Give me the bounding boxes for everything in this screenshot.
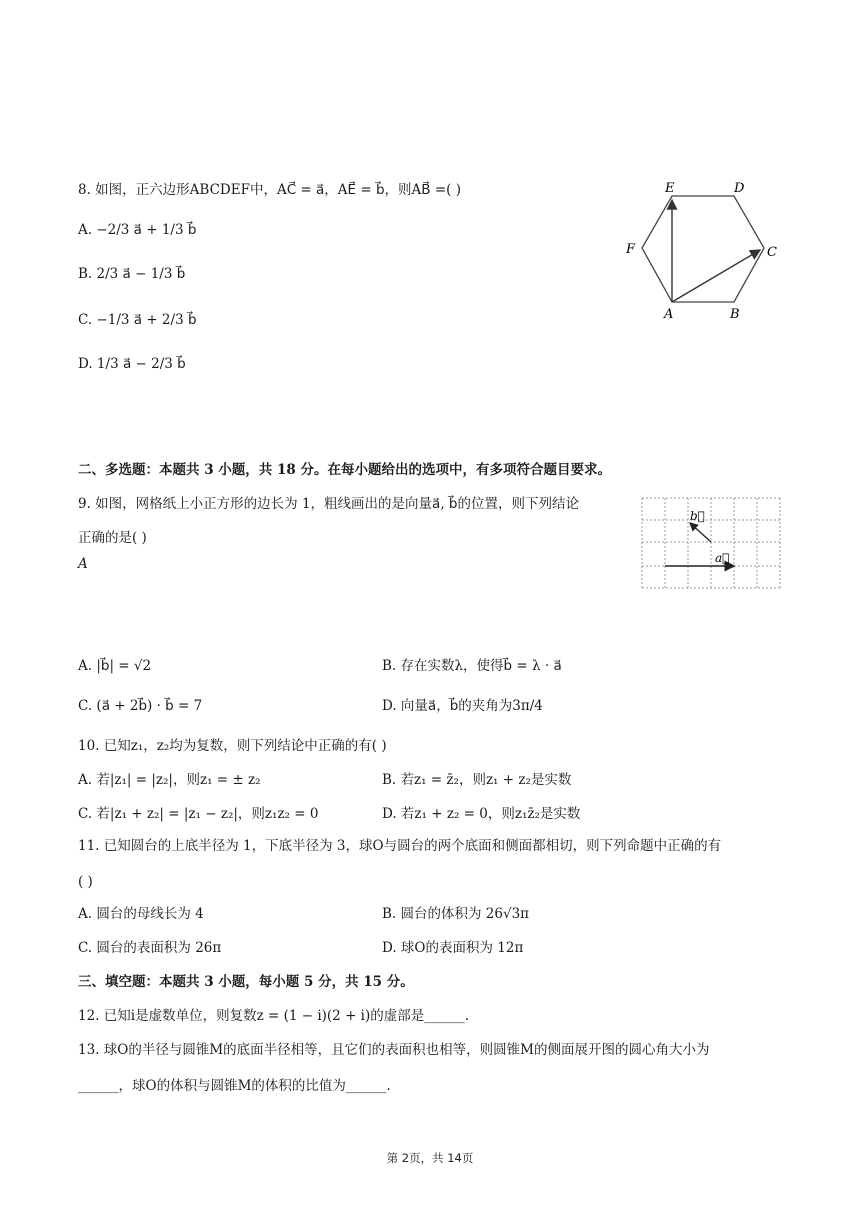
label-a: A xyxy=(664,307,674,322)
grid-figure xyxy=(640,496,784,592)
q8-stem: 8. 如图，正六边形ABCDEF中，AC⃗ = a⃗，AE⃗ = b⃗，则AB⃗ =( ) xyxy=(78,182,461,198)
q8-option-c: C. −1/3 a⃗ + 2/3 b⃗ xyxy=(78,312,197,328)
q12-stem: 12. 已知i是虚数单位，则复数z = (1 − i)(2 + i)的虚部是______. xyxy=(78,1008,470,1024)
label-b: B xyxy=(730,307,740,322)
q8-option-d: D. 1/3 a⃗ − 2/3 b⃗ xyxy=(78,356,186,372)
hexagon-figure xyxy=(620,176,790,326)
q11-option-a: A. 圆台的母线长为 4 xyxy=(78,906,204,922)
hexagon-outline xyxy=(642,196,764,302)
q9-stem-line1: 9. 如图，网格纸上小正方形的边长为 1，粗线画出的是向量a⃗, b⃗的位置，则下列结论 xyxy=(78,496,579,512)
q11-stem-line1: 11. 已知圆台的上底半径为 1，下底半径为 3，球O与圆台的两个底面和侧面都相切，则下列命题中正确的有 xyxy=(78,838,722,854)
label-c: C xyxy=(767,245,777,260)
q10-stem: 10. 已知z₁，z₂均为复数，则下列结论中正确的有( ) xyxy=(78,738,387,754)
q9-stem-line2: 正确的是( ) xyxy=(78,530,147,546)
q10-option-d: D. 若z₁ + z₂ = 0，则z₁z̄₂是实数 xyxy=(382,806,581,822)
vector-ac xyxy=(672,250,760,302)
label-e: E xyxy=(665,181,675,196)
q10-option-a: A. 若|z₁| = |z₂|，则z₁ = ± z₂ xyxy=(78,772,261,788)
q9-option-b: B. 存在实数λ，使得b⃗ = λ · a⃗ xyxy=(382,658,562,674)
label-vector-a: a⃗ xyxy=(715,551,730,565)
section2-title: 二、多选题：本题共 3 小题，共 18 分。在每小题给出的选项中，有多项符合题目要求。 xyxy=(78,462,611,478)
q10-option-b: B. 若z₁ = z̄₂，则z₁ + z₂是实数 xyxy=(382,772,572,788)
grid-lines xyxy=(642,498,780,588)
label-d: D xyxy=(734,181,745,196)
q13-line2: ______，球O的体积与圆锥M的体积的比值为______. xyxy=(78,1078,391,1094)
page-footer: 第 2页，共 14页 xyxy=(386,1151,474,1165)
section3-title: 三、填空题：本题共 3 小题，每小题 5 分，共 15 分。 xyxy=(78,974,414,990)
q9-stray-label: A xyxy=(78,556,88,572)
q11-option-d: D. 球O的表面积为 12π xyxy=(382,940,524,956)
q11-stem-line2: ( ) xyxy=(78,874,93,890)
q9-option-a: A. |b⃗| = √2 xyxy=(78,658,152,674)
q11-option-c: C. 圆台的表面积为 26π xyxy=(78,940,222,956)
q9-option-c: C. (a⃗ + 2b⃗) · b⃗ = 7 xyxy=(78,698,203,714)
q13-line1: 13. 球O的半径与圆锥M的底面半径相等，且它们的表面积也相等，则圆锥M的侧面展开图的圆心角大小为 xyxy=(78,1042,710,1058)
q9-option-d: D. 向量a⃗，b⃗的夹角为3π/4 xyxy=(382,698,543,714)
q8-option-a: A. −2/3 a⃗ + 1/3 b⃗ xyxy=(78,222,197,238)
vector-b xyxy=(690,523,711,542)
q10-option-c: C. 若|z₁ + z₂| = |z₁ − z₂|，则z₁z₂ = 0 xyxy=(78,806,319,822)
label-f: F xyxy=(626,242,636,257)
q8-option-b: B. 2/3 a⃗ − 1/3 b⃗ xyxy=(78,266,186,282)
q11-option-b: B. 圆台的体积为 26√3π xyxy=(382,906,530,922)
label-vector-b: b⃗ xyxy=(690,509,705,523)
